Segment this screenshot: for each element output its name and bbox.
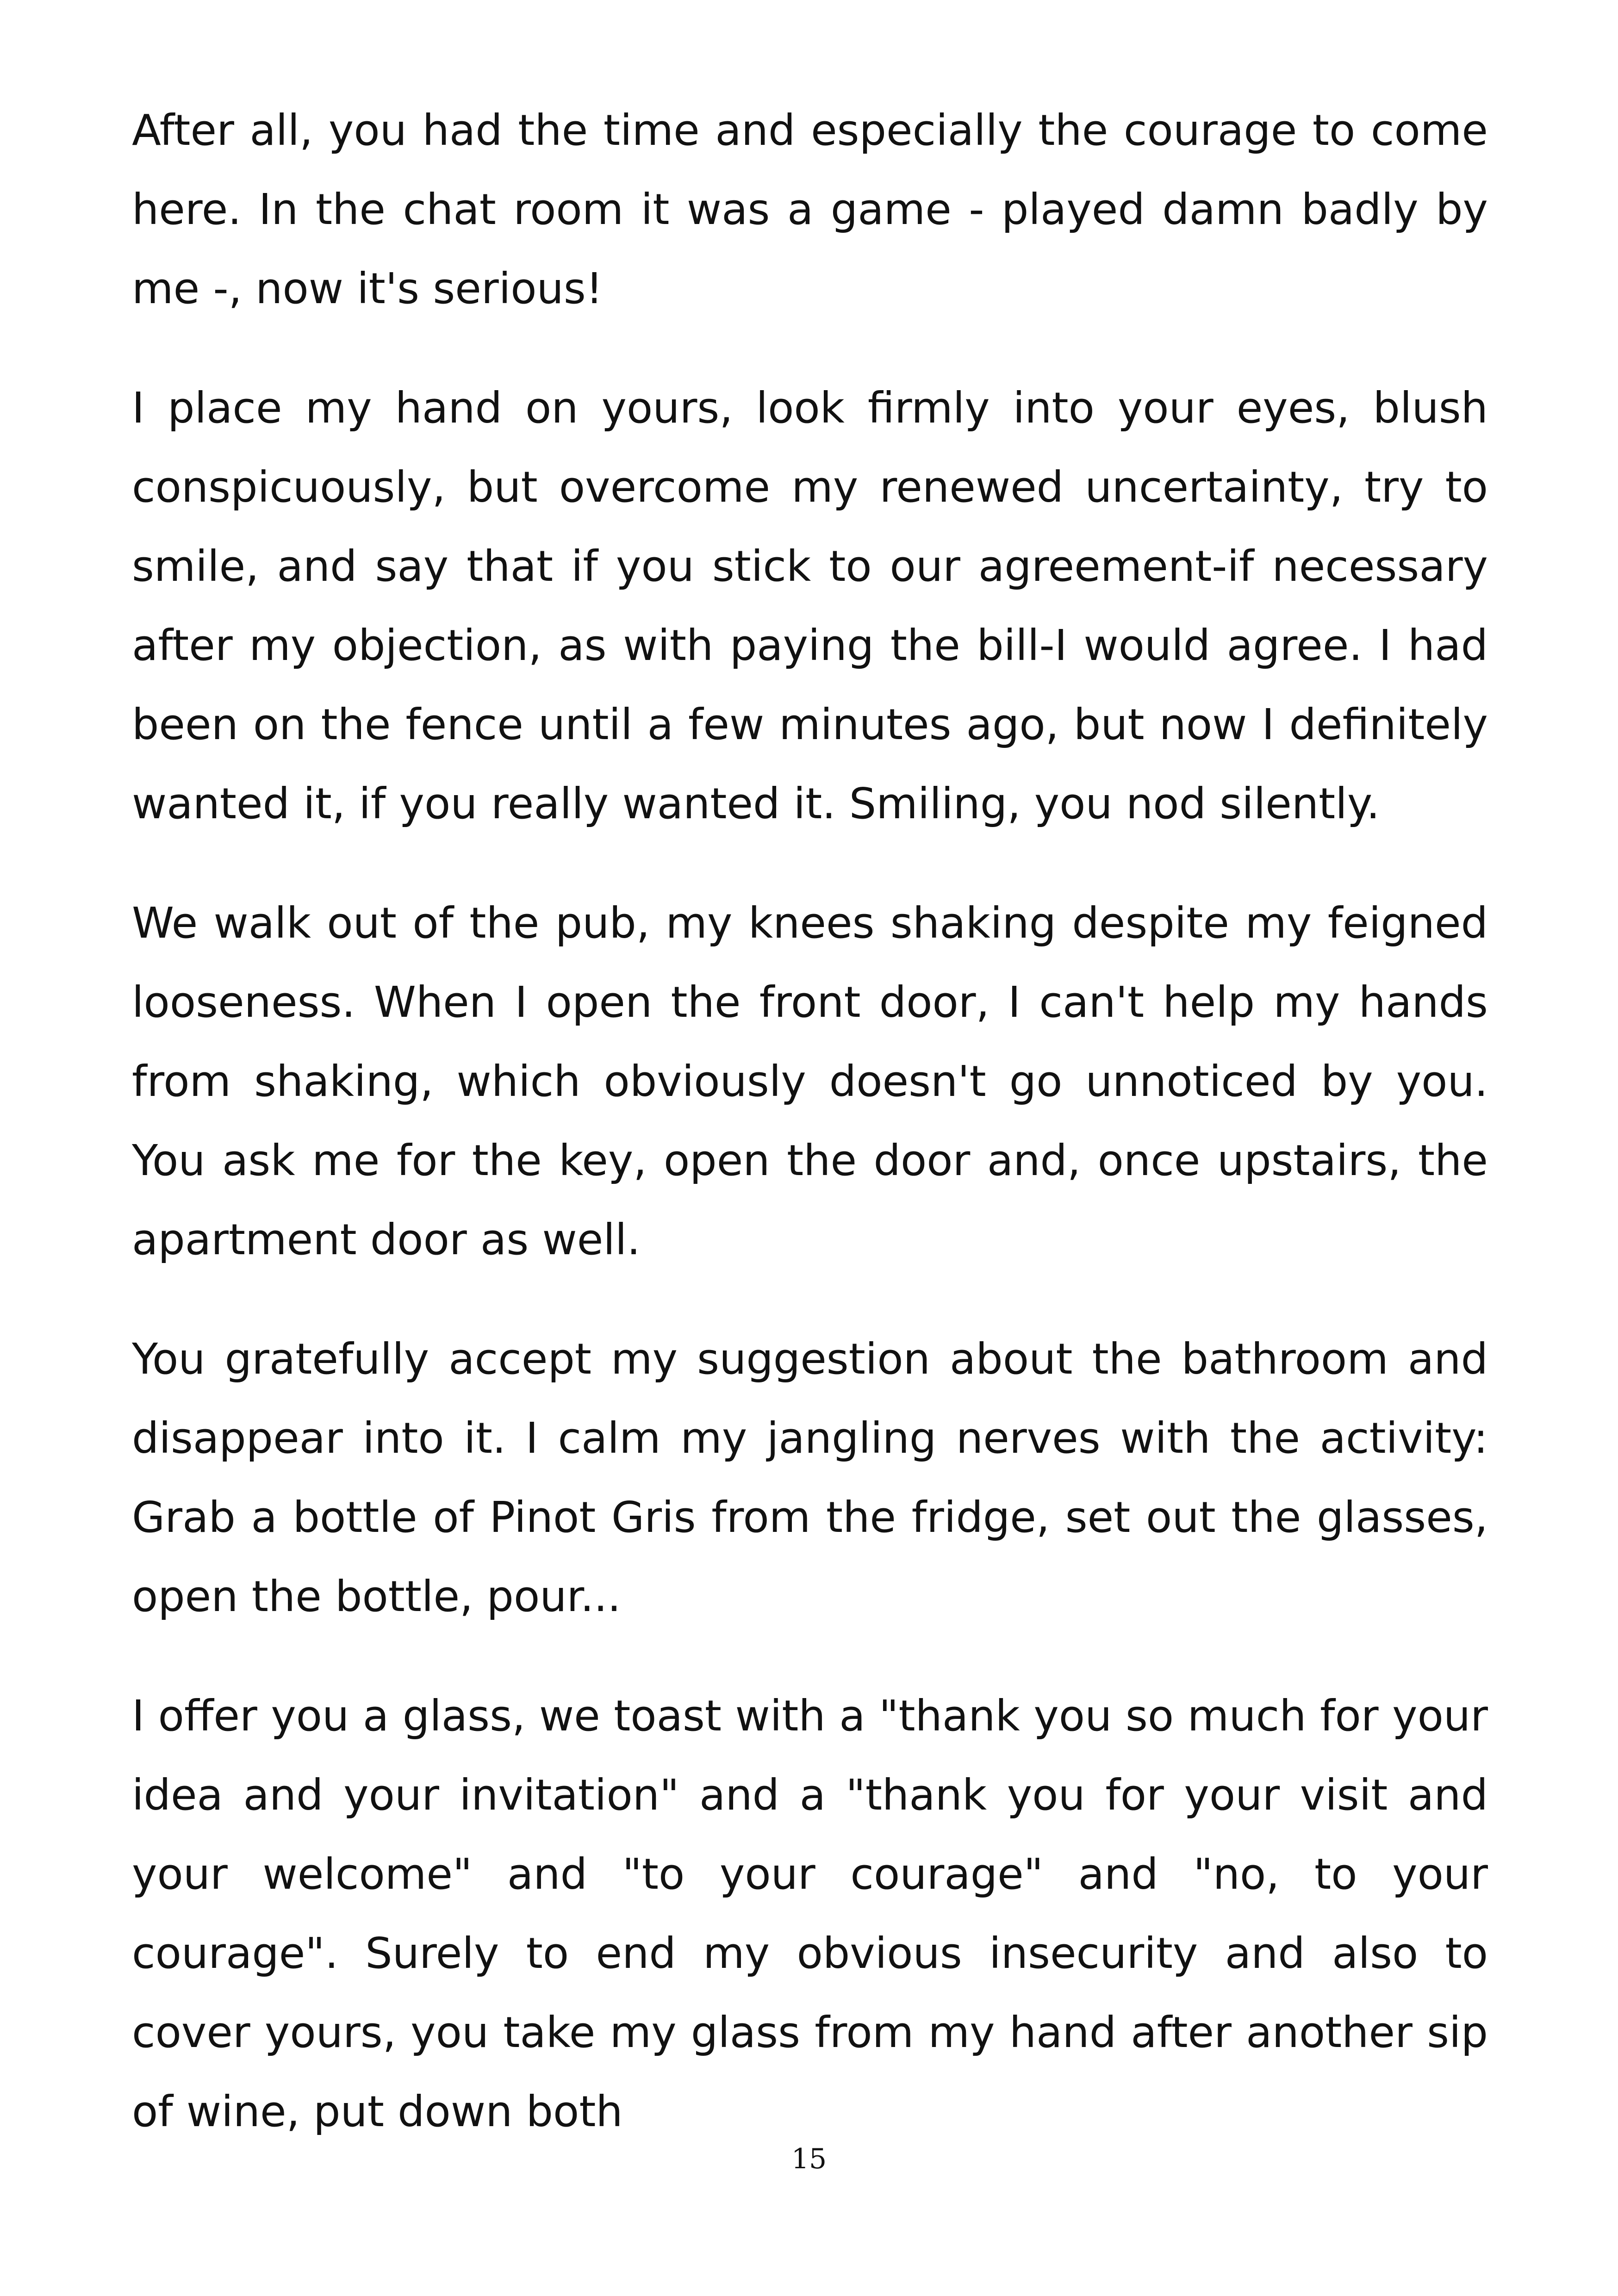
paragraph-4: You gratefully accept my suggestion about the bathroom and disappear into it. I calm my jangling nerves with the activity: Grab a bottle of Pinot Gris from the fridge, set out the glasses, open the bottle, pour... xyxy=(132,1334,1488,1621)
paragraph-1: After all, you had the time and especially the courage to come here. In the chat room it was a game - played damn badly by me -, now it's serious! xyxy=(132,106,1488,313)
paragraph-5: I offer you a glass, we toast with a "thank you so much for your idea and your invitation" and a "thank you for your visit and your welcome" and "to your courage" and "no, to your courage". Surely to end my obvious insecurity and also to cover yours, you take my glass from my hand after another sip of wine, put down both xyxy=(132,1691,1488,2136)
paragraph-3: We walk out of the pub, my knees shaking despite my feigned looseness. When I open the front door, I can't help my hands from shaking, which obviously doesn't go unnoticed by you. You ask me for the key, open the door and, once upstairs, the apartment door as well. xyxy=(132,898,1488,1264)
paragraph-2: I place my hand on yours, look firmly into your eyes, blush conspicuously, but overcome my renewed uncertainty, try to smile, and say that if you stick to our agreement-if necessary after my objection, as with paying the bill-I would agree. I had been on the fence until a few minutes ago, but now I definitely wanted it, if you really wanted it. Smiling, you nod silently. xyxy=(132,383,1488,828)
body-text xyxy=(132,91,1488,2151)
page-number: 15 xyxy=(791,2143,827,2175)
